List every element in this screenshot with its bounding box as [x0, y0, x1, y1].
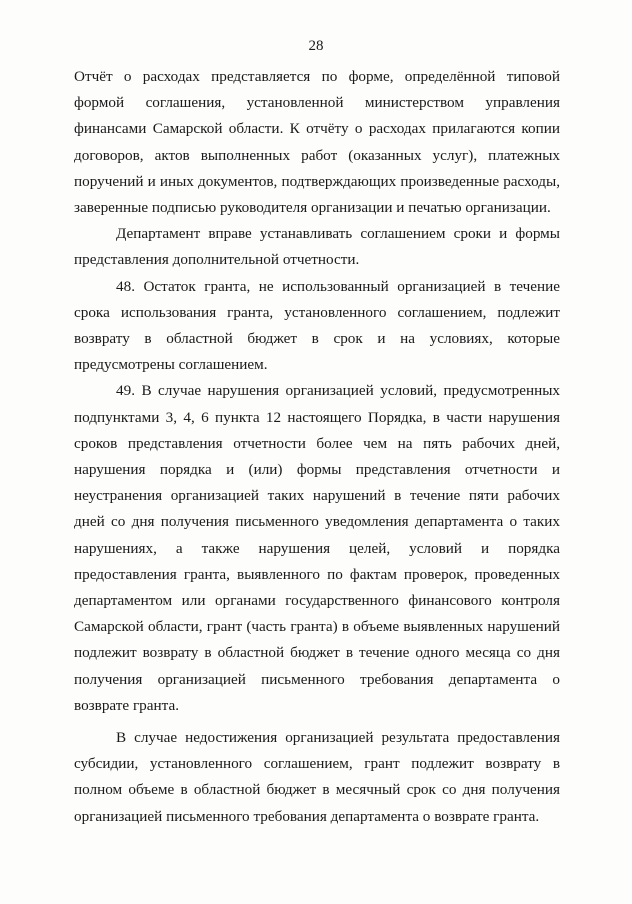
document-body	[74, 64, 560, 830]
page-number: 28	[308, 38, 324, 54]
paragraph-result-not-achieved: В случае недостижения организацией результата предоставления субсидии, установленного соглашением, грант подлежит возврату в полном объеме в областной бюджет в месячный срок со дня получения организацией письменного требования департамента о возврате гранта.	[74, 729, 560, 825]
paragraph-additional-reporting: Департамент вправе устанавливать соглашением сроки и формы представления дополнительной отчетности.	[74, 225, 560, 269]
paragraph-49-violations: 49. В случае нарушения организацией условий, предусмотренных подпунктами 3, 4, 6 пункта 12 настоящего Порядка, в части нарушения сроков представления отчетности более чем на пять рабочих дней, нарушения порядка и (или) формы представления отчетности и неустранения организацией таких нарушений в течение пяти рабочих дней со дня получения письменного уведомления департамента о таких нарушениях, а также нарушения целей, условий и порядка предоставления гранта, выявленного по фактам проверок, проведенных департаментом или органами государственного финансового контроля Самарской области, грант (часть гранта) в объеме выявленных нарушений подлежит возврату в областной бюджет в течение одного месяца со дня получения организацией письменного требования департамента о возврате гранта.	[74, 382, 560, 714]
paragraph-expense-report: Отчёт о расходах представляется по форме, определённой типовой формой соглашения, установленной министерством управления финансами Самарской области. К отчёту о расходах прилагаются копии договоров, актов выполненных работ (оказанных услуг), платежных поручений и иных документов, подтверждающих произведенные расходы, заверенные подписью руководителя организации и печатью организации.	[74, 68, 560, 217]
paragraph-48-grant-remainder: 48. Остаток гранта, не использованный организацией в течение срока использования гранта, установленного соглашением, подлежит возврату в областной бюджет в срок и на условиях, которые предусмотрены соглашением.	[74, 277, 560, 374]
